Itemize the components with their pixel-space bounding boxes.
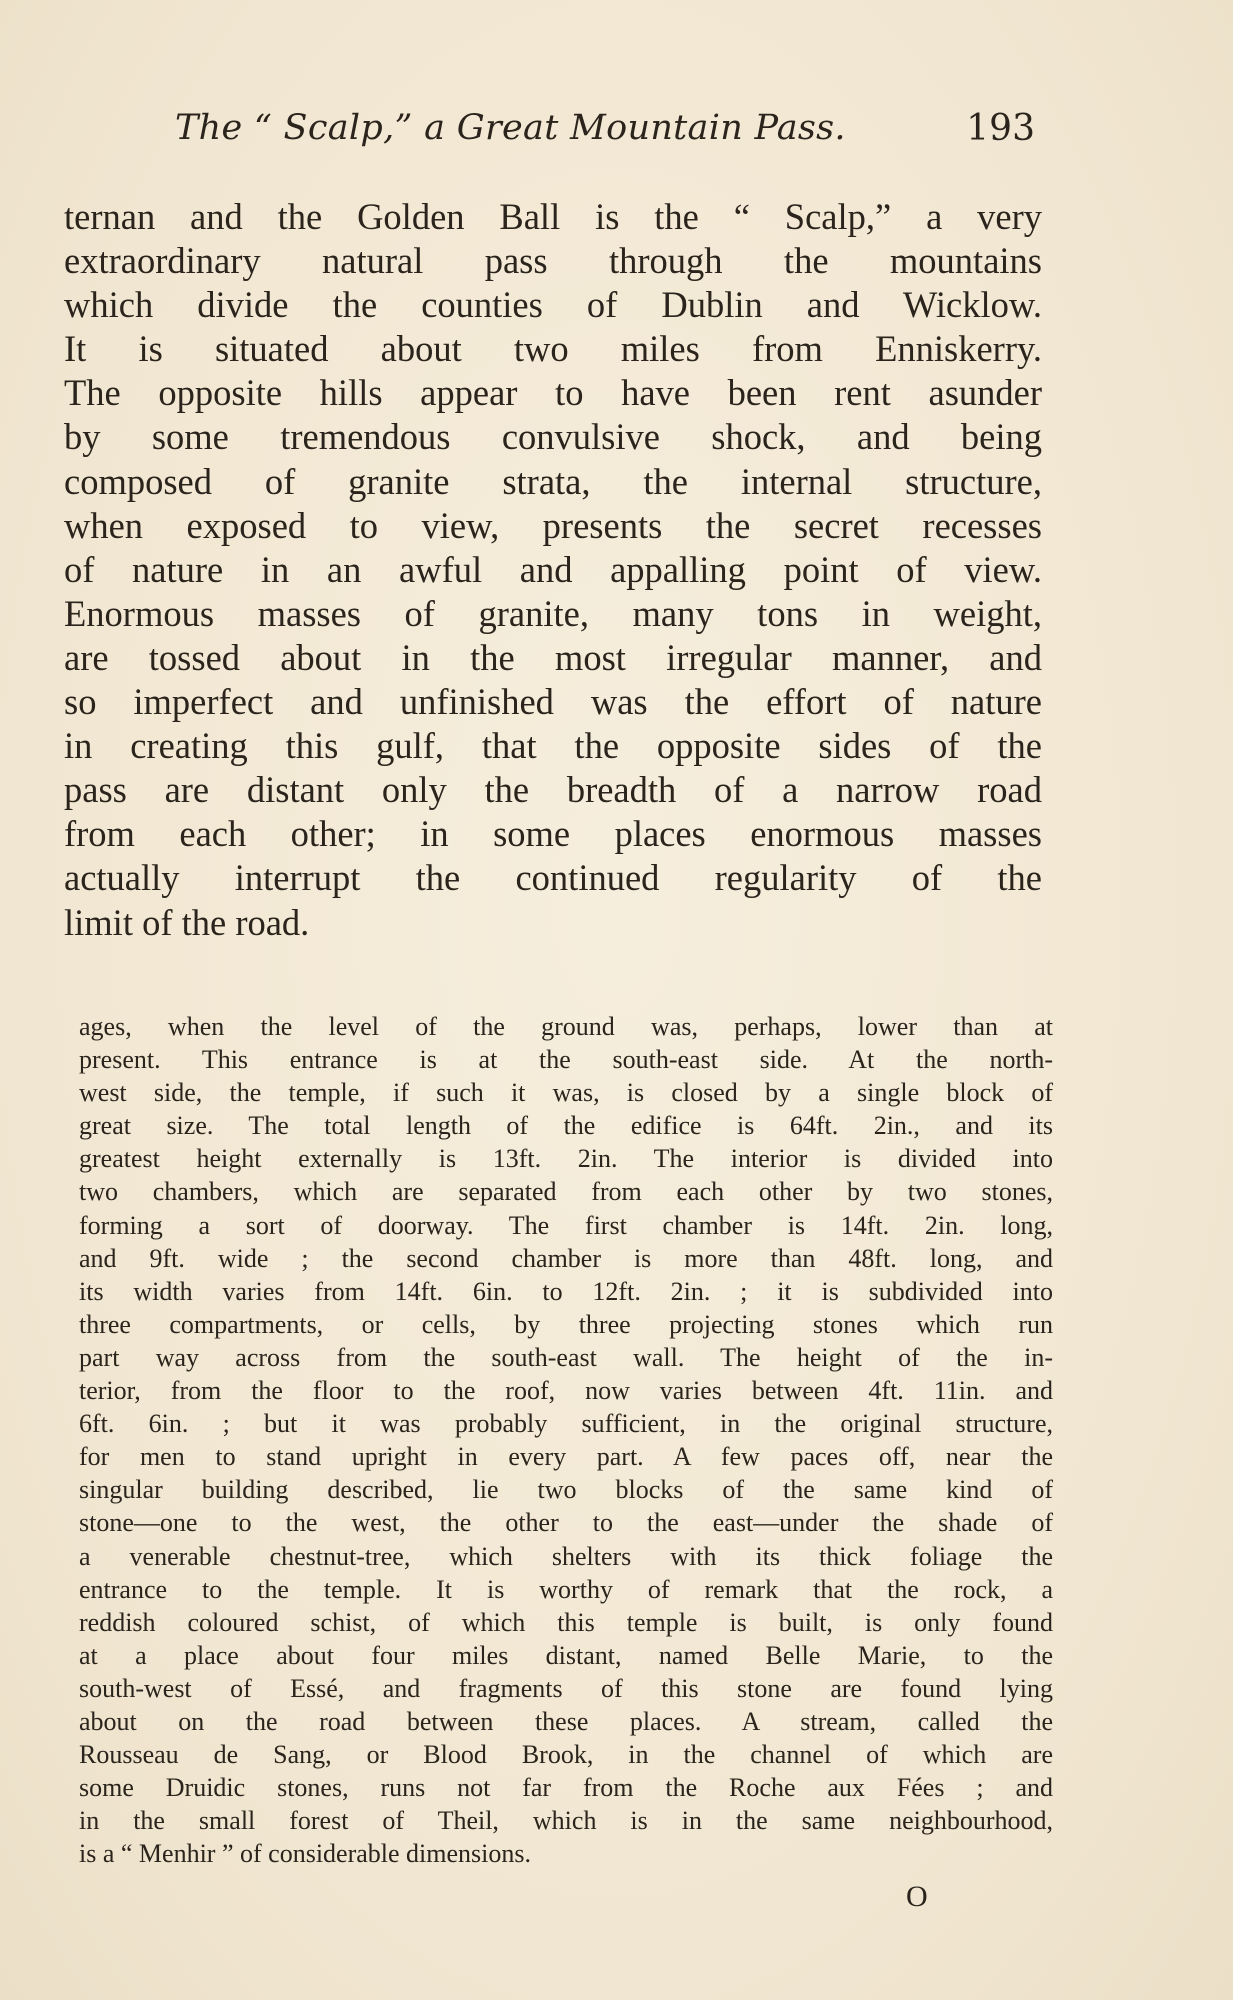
main-text-line: so imperfect and unfinished was the effort of nature	[64, 681, 1042, 723]
running-head	[175, 108, 1043, 154]
main-text-line: are tossed about in the most irregular manner, and	[64, 636, 1042, 678]
footnote-line: about on the road between these places. A stream, called the	[79, 1706, 1053, 1736]
footnote-line: present. This entrance is at the south-east side. At the north-	[79, 1045, 1053, 1075]
footnote-line: some Druidic stones, runs not far from the Roche aux Fées ; and	[79, 1773, 1053, 1803]
main-text-line: The opposite hills appear to have been rent asunder	[64, 372, 1042, 414]
main-text-line: It is situated about two miles from Enniskerry.	[64, 328, 1042, 370]
footnote-line: part way across from the south-east wall. The height of the in-	[79, 1342, 1053, 1372]
footnote-line: is a “ Menhir ” of considerable dimensions.	[79, 1839, 531, 1869]
footnote-line: west side, the temple, if such it was, is closed by a single block of	[79, 1078, 1053, 1108]
footnote-line: ages, when the level of the ground was, perhaps, lower than at	[79, 1012, 1053, 1041]
main-text-line: limit of the road.	[64, 901, 310, 943]
main-text-line: in creating this gulf, that the opposite sides of the	[64, 725, 1042, 767]
main-text-line: Enormous masses of granite, many tons in weight,	[64, 592, 1042, 634]
running-title: The “ Scalp,” a Great Mountain Pass.	[175, 108, 846, 148]
footnote-line: Rousseau de Sang, or Blood Brook, in the channel of which are	[79, 1740, 1053, 1770]
main-text-line: ternan and the Golden Ball is the “ Scalp,” a very	[64, 196, 1042, 237]
main-text-line: composed of granite strata, the internal structure,	[64, 460, 1042, 502]
footnote-line: stone—one to the west, the other to the east—under the shade of	[79, 1508, 1053, 1538]
main-text-line: by some tremendous convulsive shock, and being	[64, 416, 1042, 458]
footnote-line: reddish coloured schist, of which this temple is built, is only found	[79, 1607, 1053, 1637]
main-text-line: from each other; in some places enormous masses	[64, 813, 1042, 855]
main-text-line: which divide the counties of Dublin and Wicklow.	[64, 284, 1042, 326]
footnote-line: two chambers, which are separated from each other by two stones,	[79, 1177, 1053, 1207]
footnote-line: greatest height externally is 13ft. 2in. The interior is divided into	[79, 1144, 1053, 1174]
footnote-line: at a place about four miles distant, named Belle Marie, to the	[79, 1640, 1053, 1670]
footnote-line: a venerable chestnut-tree, which shelters with its thick foliage the	[79, 1541, 1053, 1571]
main-paragraph	[64, 195, 1042, 945]
page-number: 193	[966, 108, 1035, 149]
footnote-block	[79, 1010, 1053, 1870]
footnote-line: in the small forest of Theil, which is in the same neighbourhood,	[79, 1806, 1053, 1836]
main-text-line: pass are distant only the breadth of a narrow road	[64, 769, 1042, 811]
footnote-line: entrance to the temple. It is worthy of remark that the rock, a	[79, 1574, 1053, 1604]
footnote-line: for men to stand upright in every part. A few paces off, near the	[79, 1442, 1053, 1472]
footnote-line: terior, from the floor to the roof, now varies between 4ft. 11in. and	[79, 1376, 1053, 1406]
footnote-line: south-west of Essé, and fragments of this stone are found lying	[79, 1673, 1053, 1703]
signature-mark: O	[906, 1880, 928, 1913]
main-text-line: actually interrupt the continued regularity of the	[64, 857, 1042, 899]
footnote-line: forming a sort of doorway. The first chamber is 14ft. 2in. long,	[79, 1210, 1053, 1240]
footnote-line: three compartments, or cells, by three projecting stones which run	[79, 1309, 1053, 1339]
footnote-line: 6ft. 6in. ; but it was probably sufficient, in the original structure,	[79, 1409, 1053, 1439]
footnote-line: and 9ft. wide ; the second chamber is more than 48ft. long, and	[79, 1243, 1053, 1273]
main-text-line: extraordinary natural pass through the mountains	[64, 240, 1042, 282]
footnote-line: its width varies from 14ft. 6in. to 12ft. 2in. ; it is subdivided into	[79, 1276, 1053, 1306]
main-text-line: when exposed to view, presents the secret recesses	[64, 504, 1042, 546]
footnote-line: great size. The total length of the edifice is 64ft. 2in., and its	[79, 1111, 1053, 1141]
main-text-line: of nature in an awful and appalling point of view.	[64, 548, 1042, 590]
footnote-line: singular building described, lie two blocks of the same kind of	[79, 1475, 1053, 1505]
